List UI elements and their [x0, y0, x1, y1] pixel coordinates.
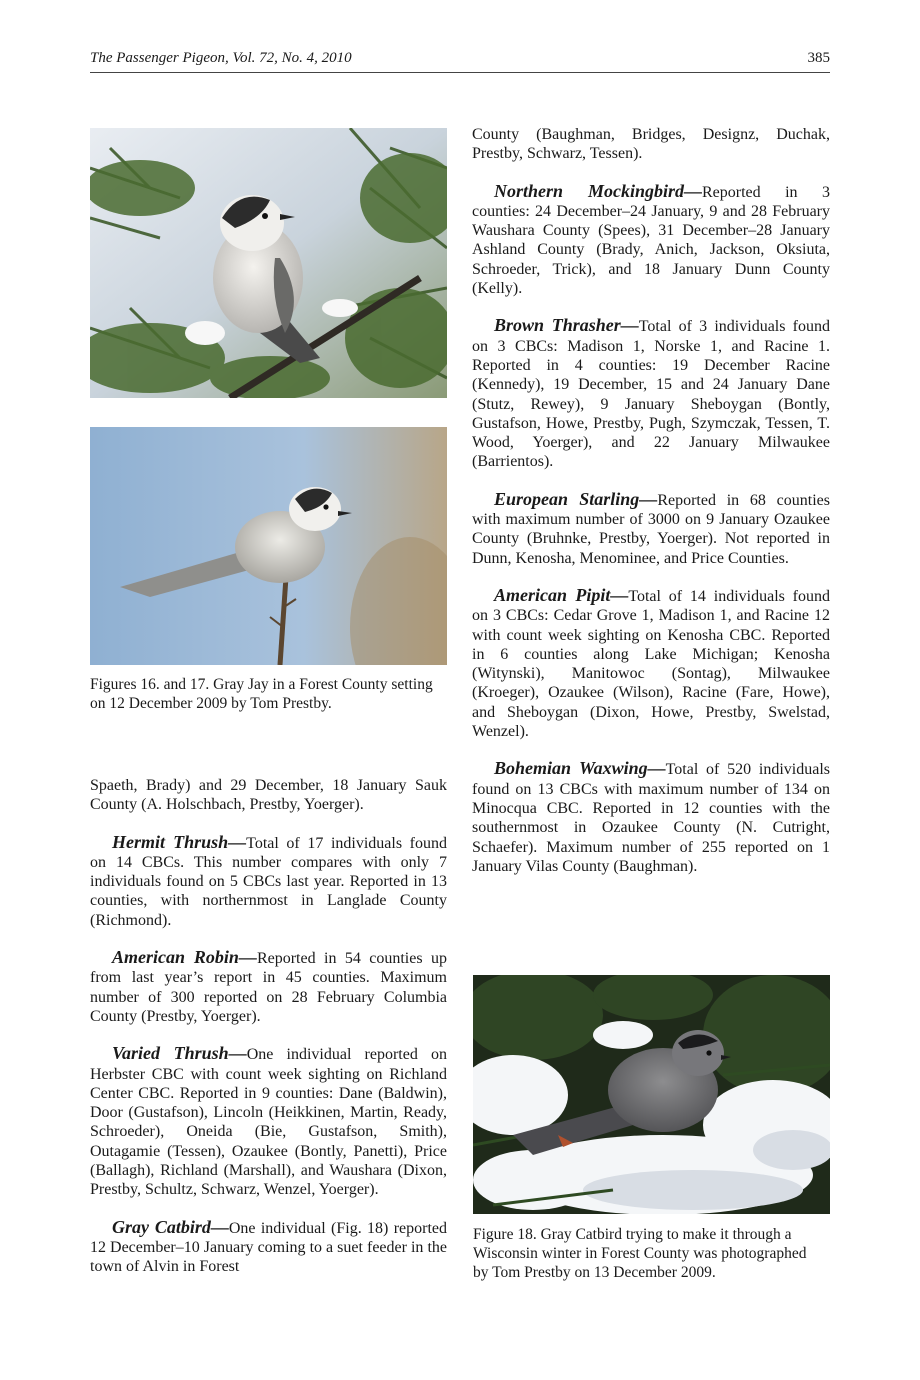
species-entry-brown-thrasher	[472, 316, 830, 471]
species-entry-european-starling	[472, 490, 830, 568]
species-text: Total of 14 individuals found on 3 CBCs: Cedar Grove 1, Madison 1, and Racine 12 with count week sighting on Kenosha CBC. Reported in 6 counties along Lake Michigan; Kenosha (Witynski), Manitowoc (Sontag), Milwaukee (Kroeger), Ozaukee (Wilson), Racine (Fare, Howe), and Sheboygan (Dixon, Howe, Prestby, Swelstad, Wenzel).	[472, 587, 831, 741]
species-entry-hermit-thrush	[90, 833, 447, 930]
species-name: Brown Thrasher—	[494, 315, 639, 336]
continued-paragraph: County (Baughman, Bridges, Designz, Duchak, Prestby, Schwarz, Tessen).	[472, 126, 830, 163]
species-entry-american-pipit	[472, 586, 830, 741]
species-name: American Robin—	[112, 947, 257, 968]
continued-paragraph: Spaeth, Brady) and 29 December, 18 January Sauk County (A. Holschbach, Prestby, Yoerger).	[90, 777, 447, 814]
species-entry-american-robin	[90, 948, 447, 1026]
figure-18-photo	[473, 975, 830, 1214]
journal-title: The Passenger Pigeon, Vol. 72, No. 4, 2010	[90, 50, 352, 66]
species-text: Total of 17 individuals found on 14 CBCs. This number compares with only 7 individuals found on 5 CBCs last year. Reported in 13 counties, with northernmost in Langlade County (Richmond).	[90, 834, 447, 929]
left-text-column	[90, 776, 447, 1295]
figure-17-photo	[90, 427, 447, 665]
running-header	[90, 50, 830, 73]
species-name: Northern Mockingbird—	[494, 180, 702, 201]
species-entry-varied-thrush	[90, 1044, 447, 1199]
species-name: European Starling—	[494, 488, 658, 509]
species-text: Total of 520 individuals found on 13 CBCs with maximum number of 134 on Minocqua CBC. Reported in 12 counties with the southernmost in Ozaukee County (N. Cutright, Schaefer). Maximum number of 255 reported on 1 January Vilas County (Baughman).	[472, 761, 830, 875]
species-name: Gray Catbird—	[112, 1216, 229, 1237]
figure-16-17-caption: Figures 16. and 17. Gray Jay in a Forest County setting on 12 December 2009 by Tom Prestby.	[90, 676, 433, 712]
species-name: Hermit Thrush—	[112, 831, 247, 852]
species-entry-northern-mockingbird	[472, 182, 830, 299]
species-name: Varied Thrush—	[112, 1043, 247, 1064]
species-entry-bohemian-waxwing	[472, 759, 830, 876]
species-text: One individual (Fig. 18) reported 12 December–10 January coming to a suet feeder in the town of Alvin in Forest	[90, 1219, 447, 1276]
species-name: Bohemian Waxwing—	[494, 758, 666, 779]
figure-16-photo	[90, 128, 447, 398]
page-number: 385	[807, 50, 830, 66]
species-name: American Pipit—	[494, 584, 629, 605]
species-entry-gray-catbird	[90, 1218, 447, 1277]
species-text: Reported in 68 counties with maximum number of 3000 on 9 January Ozaukee County (Bruhnke, Prestby, Yoerger). Not reported in Dunn, Kenosha, Menominee, and Price Counties.	[472, 491, 830, 567]
species-text: One individual reported on Herbster CBC with count week sighting on Richland Center CBC. Reported in 9 counties: Dane (Baldwin), Door (Gustafson), Lincoln (Heikkinen, Martin, Ready, Schroeder), Oneida (Bie, Gustafson, Smith), Outagamie (Tessen), Ozaukee (Bontly, Panetti), Price (Ballagh), Richland (Marshall), and Waushara (Dixon, Prestby, Schultz, Schwarz, Wenzel, Yoerger).	[90, 1046, 448, 1199]
right-text-column	[472, 125, 830, 894]
figure-18-caption: Figure 18. Gray Catbird trying to make it through a Wisconsin winter in Forest County was photographed by Tom Prestby on 13 December 2009.	[473, 1226, 807, 1281]
species-text: Reported in 54 counties up from last year’s report in 45 counties. Maximum number of 300 reported on 28 February Columbia County (Prestby, Yoerger).	[90, 950, 447, 1025]
species-text: Total of 3 individuals found on 3 CBCs: Madison 1, Norske 1, and Racine 1. Reported in 4 counties: 19 December Racine (Kennedy), 19 December, 15 and 24 January Dane (Stutz, Rewey), 9 January Sheboygan (Bontly, Gustafson, Howe, Prestby, Pugh, Szymczak, Tessen, T. Wood, Yoerger), and 22 January Milwaukee (Barrientos).	[472, 318, 830, 471]
species-text: Reported in 3 counties: 24 December–24 January, 9 and 28 February Waushara County (Spees), 31 December–28 January Ashland County (Brady, Anich, Jackson, Oksiuta, Schroeder, Trick), and 18 January Dunn County (Kelly).	[472, 183, 830, 298]
